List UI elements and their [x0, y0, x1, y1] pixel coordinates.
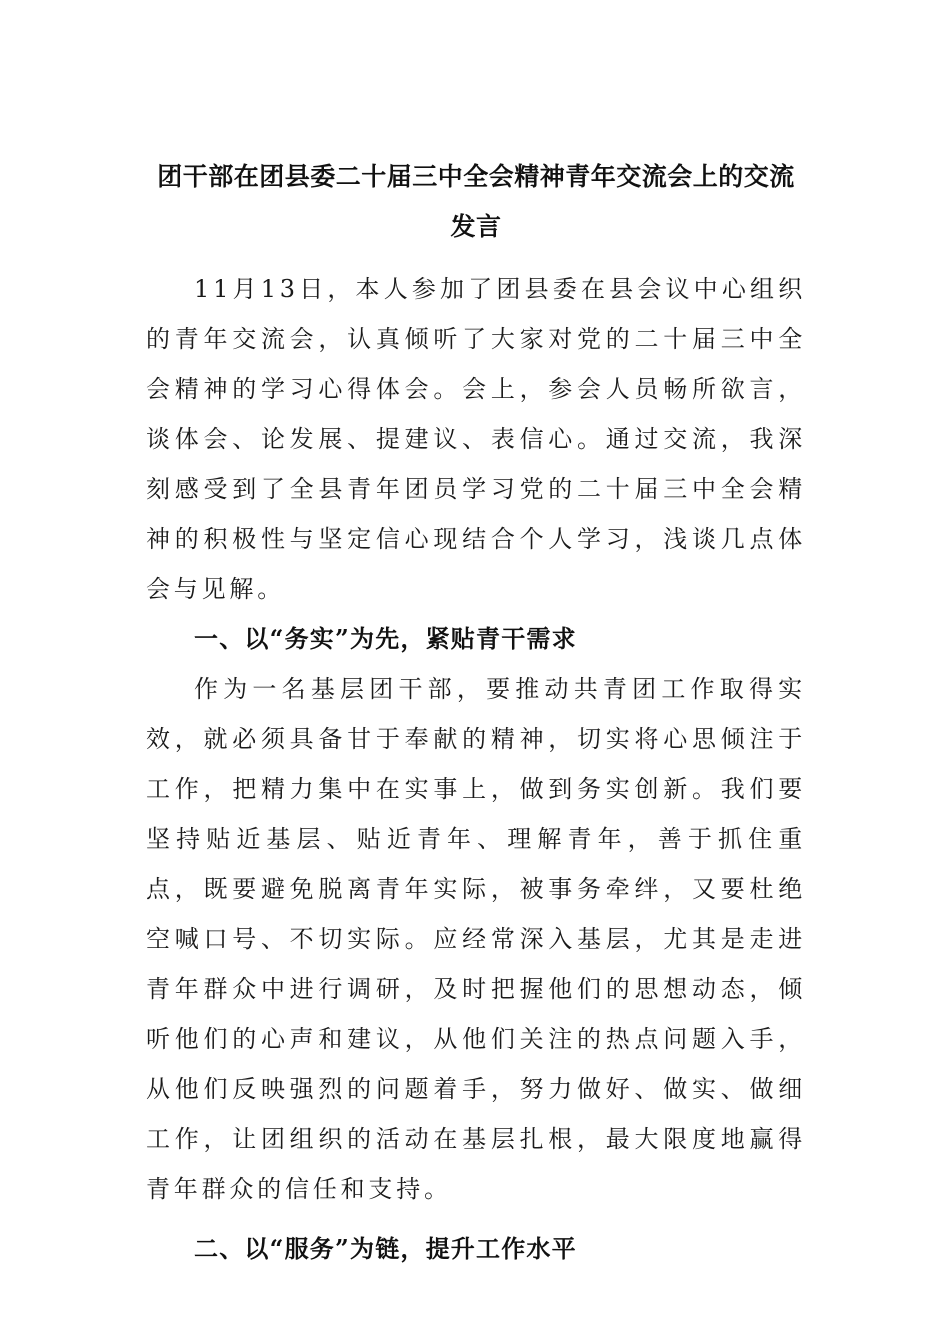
- intro-paragraph: 11月13日，本人参加了团县委在县会议中心组织的青年交流会，认真倾听了大家对党的二十届三中全会精神的学习心得体会。会上，参会人员畅所欲言，谈体会、论发展、提建议、表信心。通过交流，我深刻感受到了全县青年团员学习党的二十届三中全会精神的积极性与坚定信心现结合个人学习，浅谈几点体会与见解。: [146, 275, 806, 603]
- document-title: [146, 152, 806, 252]
- section-1-paragraph: 作为一名基层团干部，要推动共青团工作取得实效，就必须具备甘于奉献的精神，切实将心思倾注于工作，把精力集中在实事上，做到务实创新。我们要坚持贴近基层、贴近青年、理解青年，善于抓住重点，既要避免脱离青年实际，被事务牵绊，又要杜绝空喊口号、不切实际。应经常深入基层，尤其是走进青年群众中进行调研，及时把握他们的思想动态，倾听他们的心声和建议，从他们关注的热点问题入手，从他们反映强烈的问题着手，努力做好、做实、做细工作，让团组织的活动在基层扎根，最大限度地赢得青年群众的信任和支持。: [146, 675, 806, 1203]
- document-title-line-1: 团干部在团县委二十届三中全会精神青年交流会上的交流: [157, 162, 795, 191]
- document-title-line-2: 发言: [450, 212, 502, 241]
- section-2-heading: 二、以“服务”为链，提升工作水平: [194, 1234, 577, 1263]
- document-page: [146, 152, 806, 1274]
- section-1-heading: 一、以“务实”为先，紧贴青干需求: [194, 624, 577, 653]
- document-body: [146, 264, 806, 1274]
